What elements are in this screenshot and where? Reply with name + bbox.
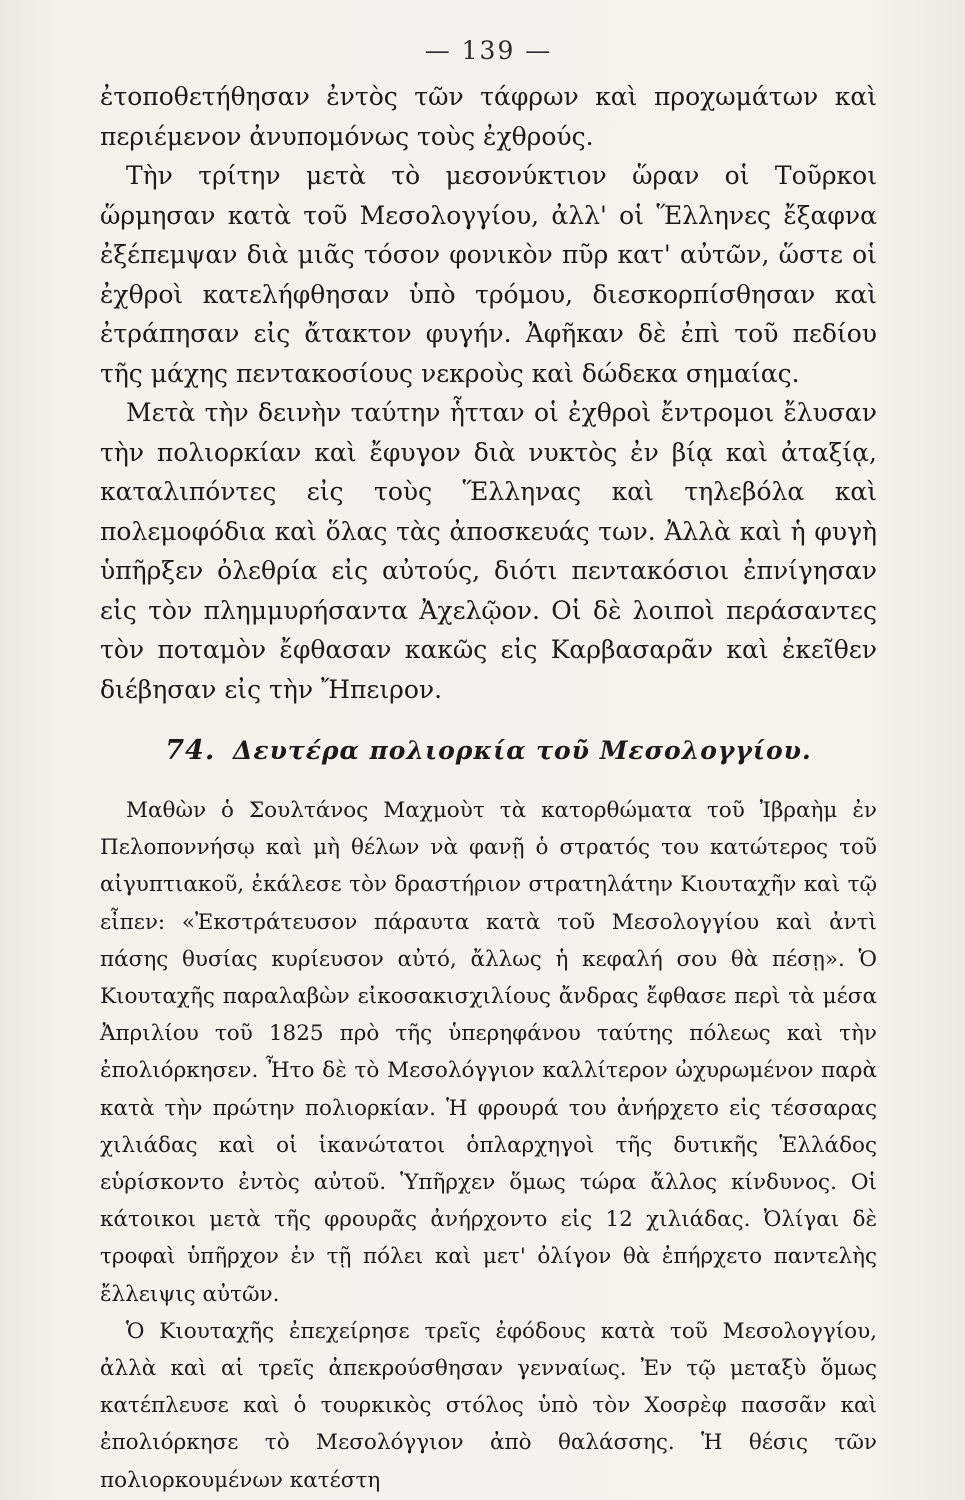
section-title: Δευτέρα πολιορκία τοῦ Μεσολογγίου. <box>232 736 812 765</box>
section-number: 74. <box>165 735 216 766</box>
paragraph-5: Ὁ Κιουταχῆς ἐπεχείρησε τρεῖς ἐφόδους κατὰ τοῦ Μεσολογγίου, ἀλλὰ καὶ αἱ τρεῖς ἀπεκρούσθησαν γενναίως. Ἐν τῷ μεταξὺ ὅμως κατέπλευσε καὶ ὁ τουρκικὸς στόλος ὑπὸ τὸν Χοσρὲφ πασσᾶν καὶ ἐπολιόρκησε τὸ Μεσολόγγιον ἀπὸ θαλάσσης. Ἡ θέσις τῶν πολιορκουμένων κατέστη <box>100 1318 877 1493</box>
section-heading <box>100 735 877 766</box>
paragraph-3: Μετὰ τὴν δεινὴν ταύτην ἧτταν οἱ ἐχθροὶ ἔντρομοι ἔλυσαν τὴν πολιορκίαν καὶ ἔφυγον διὰ νυκτὸς ἐν βίᾳ καὶ ἀταξίᾳ, καταλιπόντες εἰς τοὺς Ἕλληνας καὶ τηλεβόλα καὶ πολεμοφόδια καὶ ὅλας τὰς ἀποσκευάς των. Ἀλλὰ καὶ ἡ φυγὴ ὑπῆρξεν ὀλεθρία εἰς αὐτούς, διότι πεντακόσιοι ἐπνίγησαν εἰς τὸν πλημμυρήσαντα Ἀχελῷον. Οἱ δὲ λοιποὶ περάσαντες τὸν ποταμὸν ἔφθασαν κακῶς εἰς Καρβασαρᾶν καὶ ἐκεῖθεν διέβησαν εἰς τὴν Ἤπειρον. <box>100 398 877 704</box>
page-number: — 139 — <box>424 36 553 65</box>
section-body <box>100 792 877 1499</box>
section-continuation <box>100 77 877 709</box>
paragraph-4: Μαθὼν ὁ Σουλτάνος Μαχμοὺτ τὰ κατορθώματα τοῦ Ἰβραὴμ ἐν Πελοποννήσῳ καὶ μὴ θέλων νὰ φανῇ ὁ στρατός του κατώτερος τοῦ αἰγυπτιακοῦ, ἐκάλεσε τὸν δραστήριον στρατηλάτην Κιουταχῆν καὶ τῷ εἶπεν: «Ἐκστράτευσον πάραυτα κατὰ τοῦ Μεσολογγίου καὶ ἀντὶ πάσης θυσίας κυρίευσον αὐτό, ἄλλως ἡ κεφαλή σου θὰ πέσῃ». Ὁ Κιουταχῆς παραλαβὼν εἰκοσακισχιλίους ἄνδρας ἔφθασε περὶ τὰ μέσα Ἀπριλίου τοῦ 1825 πρὸ τῆς ὑπερηφάνου ταύτης πόλεως καὶ τὴν ἐπολιόρκησεν. Ἦτο δὲ τὸ Μεσολόγγιον καλλίτερον ὠχυρωμένον παρὰ κατὰ τὴν πρώτην πολιορκίαν. Ἡ φρουρά του ἀνήρχετο εἰς τέσσαρας χιλιάδας καὶ οἱ ἱκανώτατοι ὁπλαρχηγοὶ τῆς δυτικῆς Ἑλλάδος εὑρίσκοντο ἐντὸς αὐτοῦ. Ὑπῆρχεν ὅμως τώρα ἄλλος κίνδυνος. Οἱ κάτοικοι μετὰ τῆς φρουρᾶς ἀνήρχοντο εἰς 12 χιλιάδας. Ὀλίγαι δὲ τροφαὶ ὑπῆρχον ἐν τῇ πόλει καὶ μετ' ὀλίγον θὰ ἐπήρχετο παντελὴς ἔλλειψις αὐτῶν. <box>100 798 877 1307</box>
paragraph-2: Τὴν τρίτην μετὰ τὸ μεσονύκτιον ὥραν οἱ Τοῦρκοι ὥρμησαν κατὰ τοῦ Μεσολογγίου, ἀλλ' οἱ Ἕλληνες ἔξαφνα ἐξέπεμψαν διὰ μιᾶς τόσον φονικὸν πῦρ κατ' αὐτῶν, ὥστε οἱ ἐχθροὶ κατελήφθησαν ὑπὸ τρόμου, διεσκορπίσθησαν καὶ ἐτράπησαν εἰς ἄτακτον φυγήν. Ἀφῆκαν δὲ ἐπὶ τοῦ πεδίου τῆς μάχης πεντακοσίους νεκροὺς καὶ δώδεκα σημαίας. <box>100 161 877 388</box>
paragraph-1: ἐτοποθετήθησαν ἐντὸς τῶν τάφρων καὶ προχωμάτων καὶ περιέμενον ἀνυπομόνως τοὺς ἐχθρούς. <box>100 82 877 151</box>
